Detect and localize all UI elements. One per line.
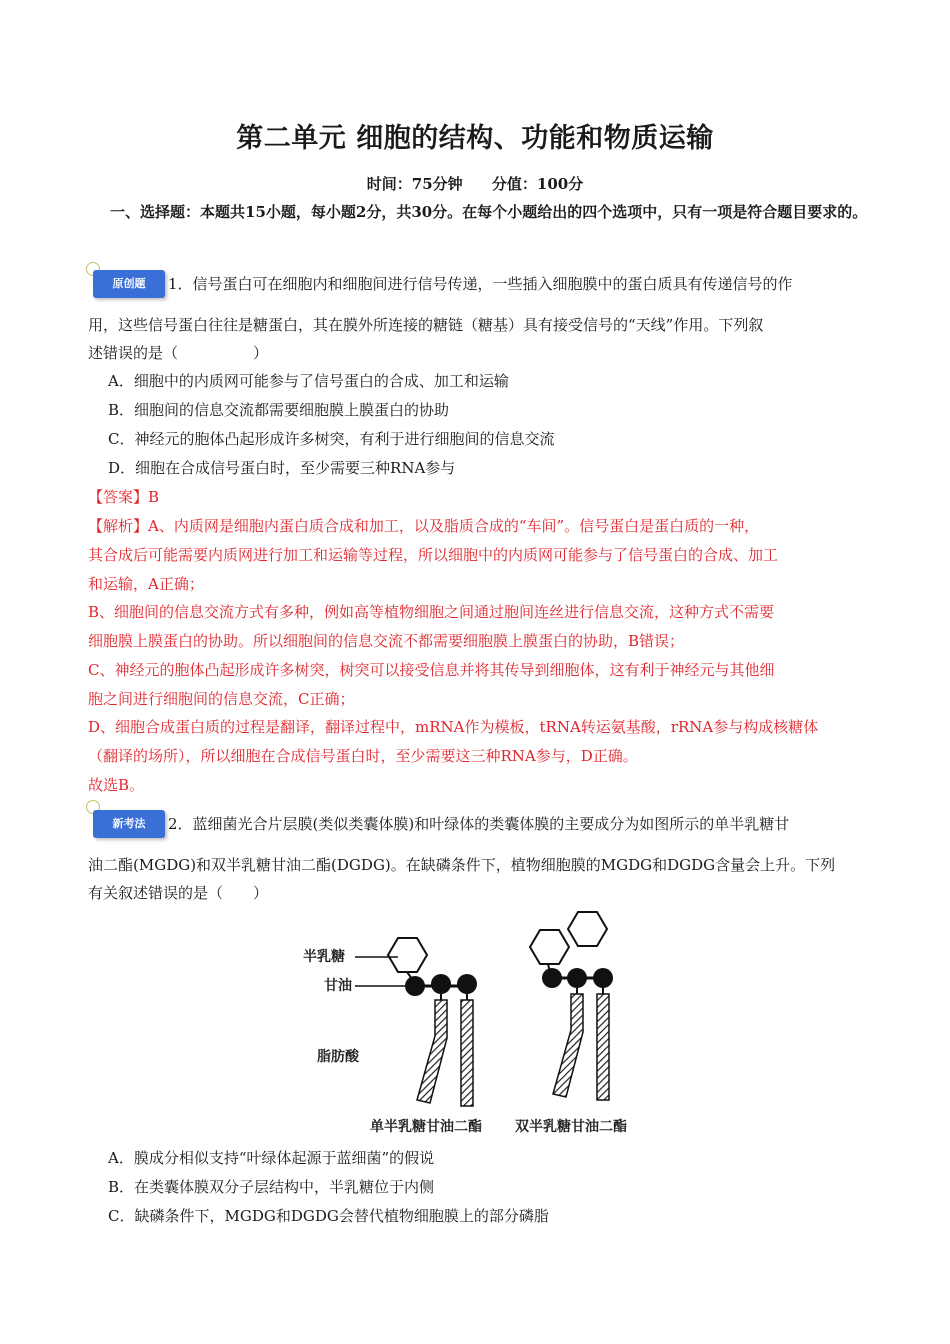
dgdg-molecule: [530, 912, 613, 1100]
analysis-line: 细胞膜上膜蛋白的协助。所以细胞间的信息交流不都需要细胞膜上膜蛋白的协助，B错误；: [88, 632, 685, 650]
exam-meta: [0, 173, 950, 194]
galactose-hexagon-icon: [568, 912, 607, 946]
question-tag: 原创题: [93, 270, 165, 298]
label-galactose: 半乳糖: [303, 949, 345, 965]
option-a: A．膜成分相似支持“叶绿体起源于蓝细菌”的假说: [108, 1149, 435, 1167]
analysis-line: C、神经元的胞体凸起形成许多树突，树突可以接受信息并将其传导到细胞体，这有利于神经元与其他细: [88, 661, 775, 679]
galactose-hexagon-icon: [530, 930, 569, 964]
caption-dgdg: 双半乳糖甘油二酯: [515, 1119, 627, 1135]
analysis-line: D、细胞合成蛋白质的过程是翻译，翻译过程中，mRNA作为模板，tRNA转运氨基酸，rRNA参与构成核糖体: [88, 718, 819, 736]
fatty-acid-chain-icon: [553, 994, 583, 1097]
exam-time: 时间：75分钟: [366, 175, 463, 193]
option-b: B．细胞间的信息交流都需要细胞膜上膜蛋白的协助: [108, 401, 450, 419]
analysis-line: B、细胞间的信息交流方式有多种，例如高等植物细胞之间通过胞间连丝进行信息交流，这种方式不需要: [88, 603, 775, 621]
mgdg-molecule: [388, 938, 477, 1106]
fatty-acid-chain-icon: [417, 1000, 447, 1103]
option-b: B．在类囊体膜双分子层结构中，半乳糖位于内侧: [108, 1178, 435, 1196]
glycolipid-figure: [300, 908, 660, 1140]
question-text-line: 述错误的是（ ）: [88, 344, 269, 362]
question-text-line: 2．蓝细菌光合片层膜(类似类囊体膜)和叶绿体的类囊体膜的主要成分为如图所示的单半乳糖甘: [168, 815, 790, 833]
option-c: C．缺磷条件下，MGDG和DGDG会替代植物细胞膜上的部分磷脂: [108, 1207, 549, 1225]
answer: 【答案】B: [88, 488, 160, 506]
glycerol-dot-icon: [457, 974, 477, 994]
option-c: C．神经元的胞体凸起形成许多树突，有利于进行细胞间的信息交流: [108, 430, 555, 448]
analysis-line: 其合成后可能需要内质网进行加工和运输等过程，所以细胞中的内质网可能参与了信号蛋白的合成、加工: [88, 546, 779, 564]
question-text-line: 1．信号蛋白可在细胞内和细胞间进行信号传递，一些插入细胞膜中的蛋白质具有传递信号的作: [168, 275, 793, 293]
glycerol-dot-icon: [405, 976, 425, 996]
exam-score: 分值：100分: [491, 175, 584, 193]
question-tag: 新考法: [93, 810, 165, 838]
caption-mgdg: 单半乳糖甘油二酯: [370, 1119, 482, 1135]
analysis-line: 【解析】A、内质网是细胞内蛋白质合成和加工，以及脂质合成的“车间”。信号蛋白是蛋白质的一种，: [88, 517, 760, 535]
option-a: A．细胞中的内质网可能参与了信号蛋白的合成、加工和运输: [108, 372, 509, 390]
galactose-hexagon-icon: [388, 938, 427, 972]
question-text-line: 油二酯(MGDG)和双半乳糖甘油二酯(DGDG)。在缺磷条件下，植物细胞膜的MGDG和DGDG含量会上升。下列: [88, 856, 836, 874]
glycerol-dot-icon: [542, 968, 562, 988]
question-text-line: 有关叙述错误的是（ ）: [88, 884, 269, 902]
page-title: 第二单元 细胞的结构、功能和物质运输: [236, 123, 714, 154]
label-glycerol: 甘油: [324, 978, 352, 994]
analysis-line: 故选B。: [88, 776, 145, 794]
question-text-line: 用，这些信号蛋白往往是糖蛋白，其在膜外所连接的糖链（糖基）具有接受信号的“天线”作用。下列叙: [88, 316, 764, 334]
section-heading: 一、选择题：本题共15小题，每小题2分，共30分。在每个小题给出的四个选项中，只有一项是符合题目要求的。: [110, 203, 868, 221]
analysis-line: （翻译的场所），所以细胞在合成信号蛋白时，至少需要这三种RNA参与，D正确。: [88, 747, 638, 765]
glycerol-dot-icon: [593, 968, 613, 988]
glycerol-dot-icon: [431, 974, 451, 994]
fatty-acid-chain-icon: [461, 1000, 473, 1106]
analysis-line: 和运输，A正确；: [88, 575, 204, 593]
fatty-acid-chain-icon: [597, 994, 609, 1100]
glycerol-dot-icon: [567, 968, 587, 988]
analysis-line: 胞之间进行细胞间的信息交流，C正确；: [88, 690, 355, 708]
label-fatty-acid: 脂肪酸: [317, 1049, 359, 1065]
option-d: D．细胞在合成信号蛋白时，至少需要三种RNA参与: [108, 459, 456, 477]
